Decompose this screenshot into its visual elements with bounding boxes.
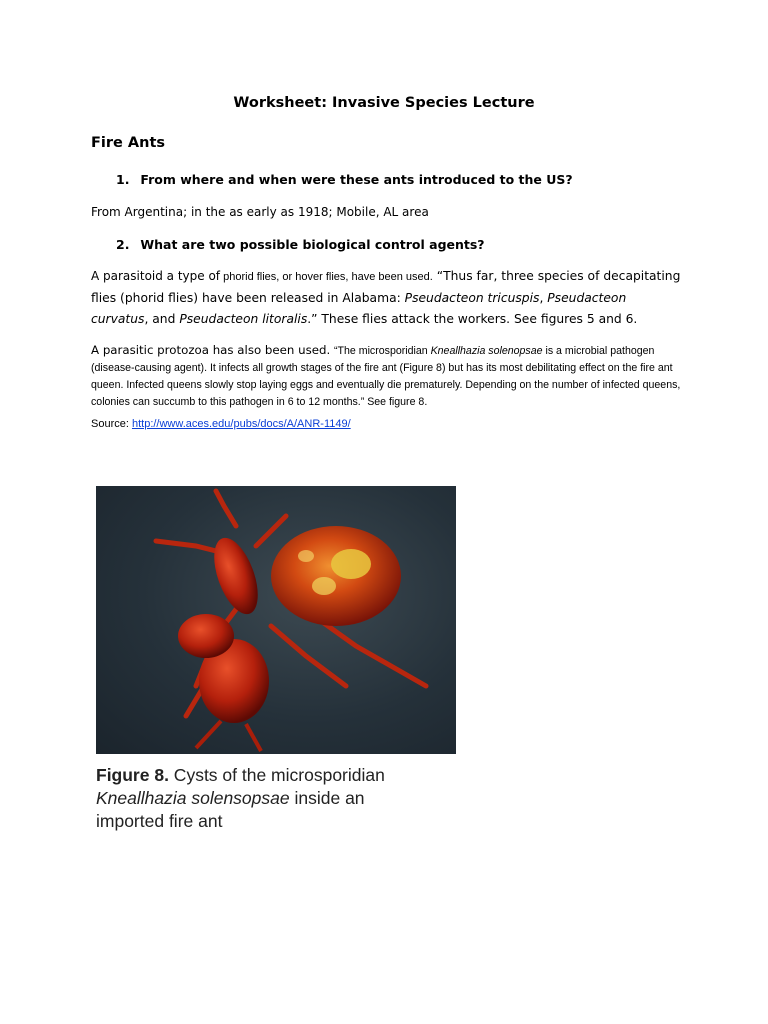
para1-quote: “Thus far, three species of decapitating flies (phorid flies) have been released in Alabama: xyxy=(91,269,681,305)
question-1-number: 1. xyxy=(116,172,130,187)
question-1-text: From where and when were these ants introduced to the US? xyxy=(140,172,573,187)
cyst xyxy=(331,549,371,579)
caption-text-2: inside an imported fire ant xyxy=(96,788,365,831)
species-curvatus: Pseudacteon curvatus xyxy=(91,291,627,326)
para1-small: phorid flies, or hover flies, have been used. xyxy=(220,271,433,283)
section-heading: Fire Ants xyxy=(91,135,166,151)
question-2-number: 2. xyxy=(116,237,130,252)
answer-1: From Argentina; in the as early as 1918; Mobile, AL area xyxy=(91,205,429,219)
question-2 xyxy=(116,237,485,252)
species-tricuspis: Pseudacteon tricuspis xyxy=(404,291,540,305)
para1-tail: .” These flies attack the workers. See figures 5 and 6. xyxy=(307,312,638,326)
species-litoralis: Pseudacteon litoralis xyxy=(179,312,308,326)
source-link[interactable]: http://www.aces.edu/pubs/docs/A/ANR-1149/ xyxy=(131,418,351,430)
answer-2-paragraph-2 xyxy=(91,342,691,411)
fire-ant-illustration xyxy=(96,486,456,754)
cyst xyxy=(312,577,336,595)
para2-lead: A parasitic protozoa has also been used. xyxy=(91,343,335,357)
ant-gaster xyxy=(271,526,401,626)
question-2-text: What are two possible biological control agents? xyxy=(140,237,485,252)
question-1 xyxy=(116,172,573,187)
separator: , and xyxy=(144,312,180,326)
ant-thorax xyxy=(178,614,234,658)
figure-caption xyxy=(96,764,426,833)
source-label: Source: xyxy=(91,418,132,430)
source-line xyxy=(91,418,351,430)
species-kneallhazia: Kneallhazia solenopsae xyxy=(430,345,543,357)
separator: , xyxy=(539,291,548,305)
answer-2-paragraph-1 xyxy=(91,266,683,330)
para2-body: is a microbial pathogen (disease-causing agent). It infects all growth stages of the fire ant (Figure 8) but has its most debilitating effect on the fire ant queen. Infected queens slowly stop laying eggs and eventually die prematurely. Depending on the number of infected queens, colonies can succumb to this pathogen in 6 to 12 months.” See figure 8. xyxy=(91,345,681,408)
para1-lead: A parasitoid a type of xyxy=(91,269,221,283)
caption-text-1: Cysts of the microsporidian xyxy=(168,765,385,785)
figure-label: Figure 8. xyxy=(96,765,169,785)
cyst xyxy=(298,550,314,562)
caption-species: Kneallhazia solensopsae xyxy=(96,788,290,808)
fire-ant-photo xyxy=(96,486,456,754)
para2-open: “The microsporidian xyxy=(334,345,431,357)
page-title: Worksheet: Invasive Species Lecture xyxy=(233,95,535,111)
